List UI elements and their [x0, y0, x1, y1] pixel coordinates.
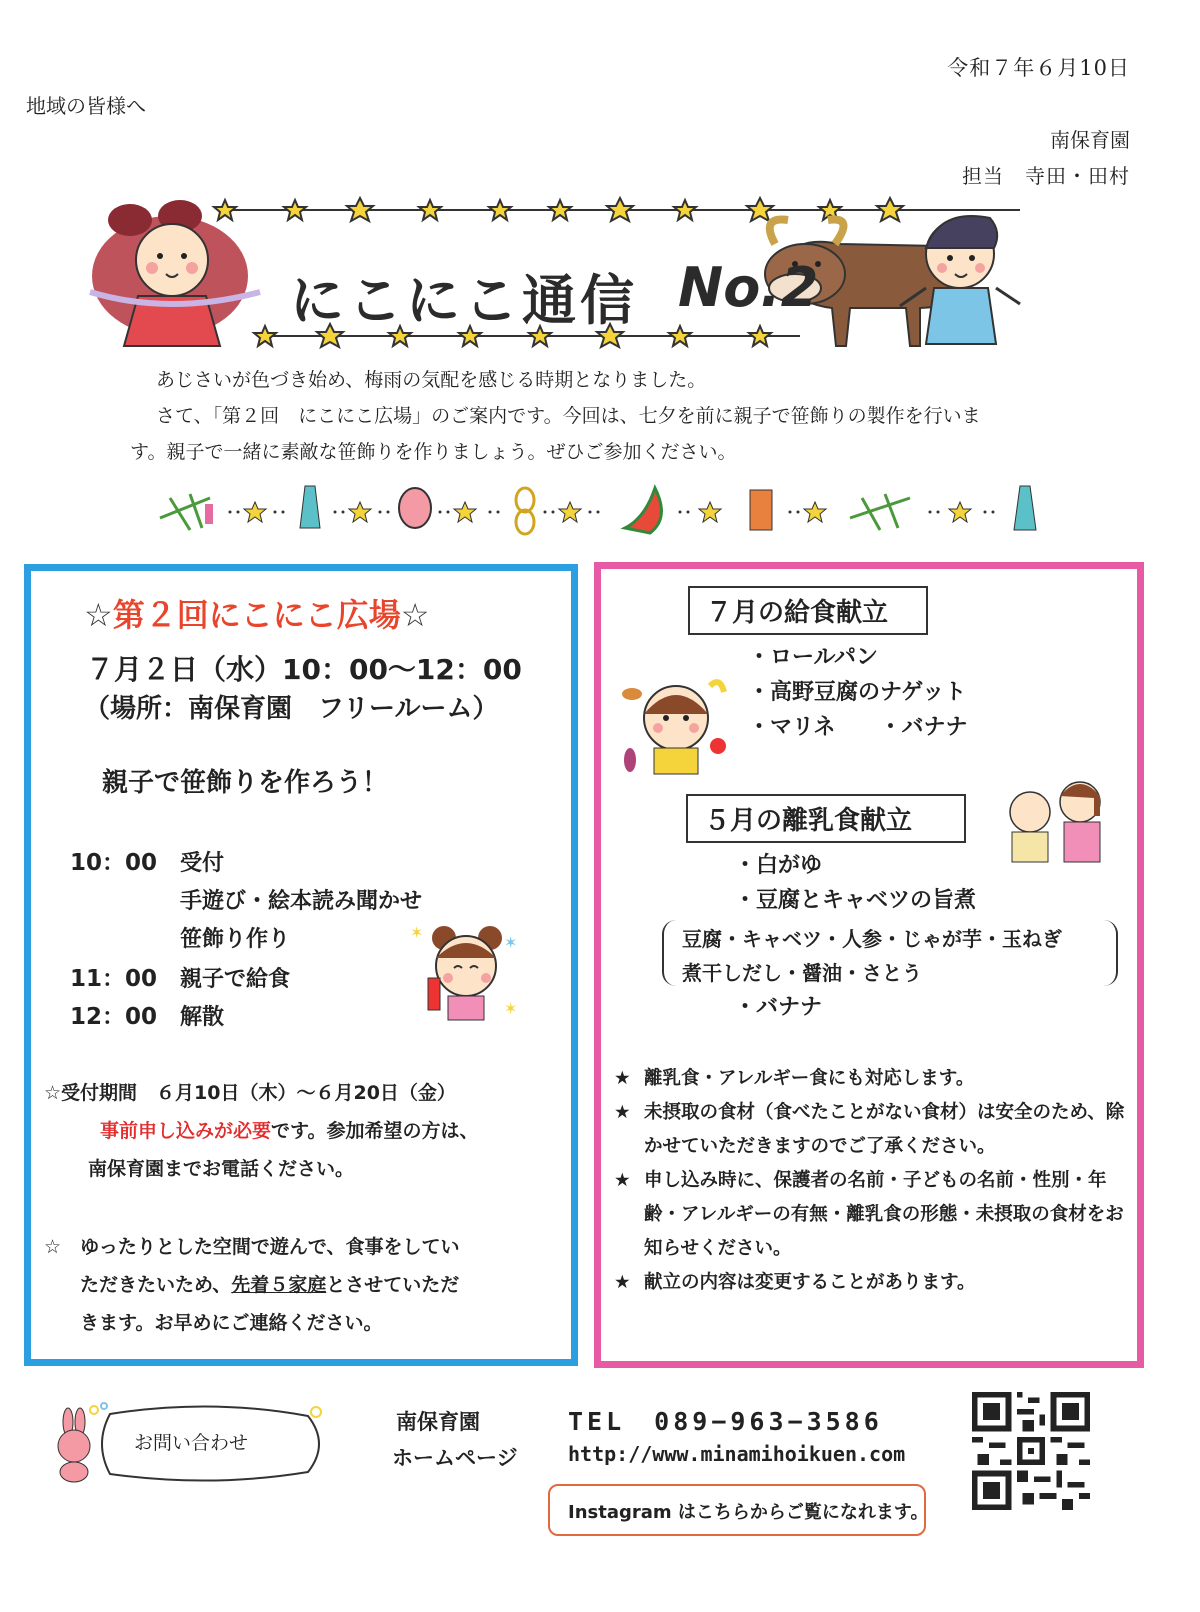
homepage-label: ホームページ	[392, 1446, 518, 1470]
schedule-row	[70, 960, 290, 993]
lunch-menu-heading: ７月の給食献立	[688, 586, 928, 635]
period-line3: 南保育園までお電話ください。	[88, 1158, 355, 1180]
star-icon: ★	[614, 1068, 631, 1089]
intro-line: さて、「第２回 にこにこ広場」のご案内です。今回は、七夕を前に親子で笹飾りの製作を行いま	[156, 405, 981, 427]
note-text: ゆったりとした空間で遊んで、食事をしてい	[80, 1236, 460, 1258]
note-line3: きます。お早めにご連絡ください。	[80, 1312, 383, 1334]
ingredients-list	[682, 922, 1062, 990]
homepage-link[interactable]: http://www.minamihoikuen.com	[568, 1442, 906, 1466]
intro-line: あじさいが色づき始め、梅雨の気配を感じる時期となりました。	[156, 369, 707, 391]
schedule-row	[70, 998, 224, 1031]
menu-item: ・バナナ	[734, 995, 823, 1020]
child-eating-illustration	[620, 676, 730, 780]
menu-item: ・豆腐とキャベツの旨煮	[734, 888, 977, 913]
svg-text:✶: ✶	[504, 999, 518, 1018]
orihime-illustration	[90, 200, 260, 346]
svg-text:✶: ✶	[504, 933, 518, 952]
lunch-menu-list	[748, 640, 968, 745]
girl-with-tanzaku-illustration	[404, 918, 524, 1028]
tanabata-decoration-row	[150, 478, 1050, 540]
star-line-top	[214, 198, 1020, 221]
intro-line: す。親子で一緒に素敵な笹飾りを作りましょう。ぜひご参加ください。	[130, 441, 737, 463]
entry-period	[44, 1074, 564, 1188]
issue-date: 令和７年６月10日	[947, 56, 1130, 80]
baby-menu-heading: ５月の離乳食献立	[686, 794, 966, 843]
lantern-icon	[399, 488, 431, 528]
menu-item: ・高野豆腐のナゲット	[748, 680, 967, 705]
note-line1	[44, 1228, 564, 1266]
dots	[229, 511, 995, 514]
qr-code[interactable]	[972, 1392, 1090, 1510]
capacity-note	[44, 1228, 564, 1342]
star-icon: ★	[614, 1102, 631, 1123]
period-label: ☆受付期間 ６月10日（木）〜６月20日（金）	[44, 1082, 456, 1104]
event-place: （場所：南保育園 フリールーム）	[84, 694, 499, 724]
net-icon	[516, 488, 534, 534]
menu-item: ・マリネ ・バナナ	[748, 715, 968, 740]
required-notice: 事前申し込みが必要	[100, 1120, 272, 1142]
event-title-text: 第２回にこにこ広場	[112, 596, 401, 634]
note-row	[614, 1062, 1134, 1096]
watermelon-icon	[625, 488, 661, 533]
schedule-time: 11：00	[70, 966, 158, 992]
note-text: 献立の内容は変更することがあります。	[644, 1272, 976, 1293]
schedule-item: 解散	[180, 1005, 225, 1030]
fukinagashi-icon	[750, 490, 772, 530]
staff-in-charge: 担当 寺田・田村	[962, 164, 1130, 188]
note-text: 申し込み時に、保護者の名前・子どもの名前・性別・年齢・アレルギーの有無・離乳食の形態・未摂取の食材をお知らせください。	[644, 1170, 1124, 1259]
bamboo-icon	[850, 494, 910, 530]
baby-menu-list	[734, 848, 976, 918]
schedule-row	[70, 844, 224, 877]
instagram-text: Instagram はこちらからご覧になれます。	[568, 1502, 929, 1523]
schedule-item: 受付	[180, 851, 225, 876]
note-row	[614, 1164, 1134, 1266]
note-text: 離乳食・アレルギー食にも対応します。	[644, 1068, 975, 1089]
mother-feeding-baby-illustration	[1002, 776, 1112, 868]
issue-number: No.2	[678, 256, 819, 319]
organization: 南保育園	[1050, 128, 1130, 152]
note-text: ただきたいため、	[80, 1274, 232, 1296]
newsletter-title: にこにこ通信	[290, 269, 638, 332]
bamboo-icon	[160, 494, 210, 530]
contact-label: お問い合わせ	[134, 1432, 249, 1454]
schedule-item: 親子で給食	[180, 967, 291, 992]
note-text: とさせていただ	[326, 1274, 460, 1296]
schedule-time: 10：00	[70, 850, 158, 876]
period-rest: です。参加希望の方は、	[271, 1120, 479, 1142]
contact-name: 南保育園	[396, 1410, 480, 1434]
streamer-icon	[300, 486, 320, 528]
menu-item: ・ロールパン	[748, 645, 879, 670]
schedule-item: 手遊び・絵本読み聞かせ	[180, 889, 423, 914]
note-line2	[44, 1266, 564, 1304]
phone-number[interactable]: TEL 089−963−3586	[568, 1407, 883, 1436]
note-row	[614, 1266, 1134, 1300]
star-icon: ☆	[84, 596, 113, 634]
star-icon: ★	[614, 1272, 631, 1293]
ingredients-line: 煮干しだし・醤油・さとう	[682, 961, 922, 985]
menu-item: ・白がゆ	[734, 853, 823, 878]
ingredients-line: 豆腐・キャベツ・人参・じゃが芋・玉ねぎ	[682, 927, 1062, 951]
star-icon: ★	[614, 1170, 631, 1191]
rabbit-icon	[58, 1408, 90, 1482]
intro-text	[130, 362, 1130, 470]
recipient: 地域の皆様へ	[26, 94, 146, 118]
schedule-time: 12：00	[70, 1004, 158, 1030]
event-theme: 親子で笹飾りを作ろう！	[102, 768, 389, 798]
schedule-row	[70, 884, 422, 915]
period-line2	[44, 1112, 564, 1150]
notes-list	[614, 1062, 1134, 1300]
note-row	[614, 1096, 1134, 1164]
event-title	[84, 590, 429, 636]
event-datetime: ７月２日（水）10：00〜12：00	[86, 653, 522, 686]
note-underlined: 先着５家庭	[231, 1274, 327, 1296]
svg-text:✶: ✶	[410, 923, 424, 942]
schedule-row	[70, 922, 290, 953]
star-icon: ☆	[44, 1236, 62, 1258]
schedule-item: 笹飾り作り	[180, 927, 291, 952]
streamer-icon	[1014, 486, 1036, 530]
note-text: 未摂取の食材（食べたことがない食材）は安全のため、除かせていただきますのでご了承ください。	[644, 1102, 1125, 1157]
star-icon: ☆	[400, 596, 430, 634]
